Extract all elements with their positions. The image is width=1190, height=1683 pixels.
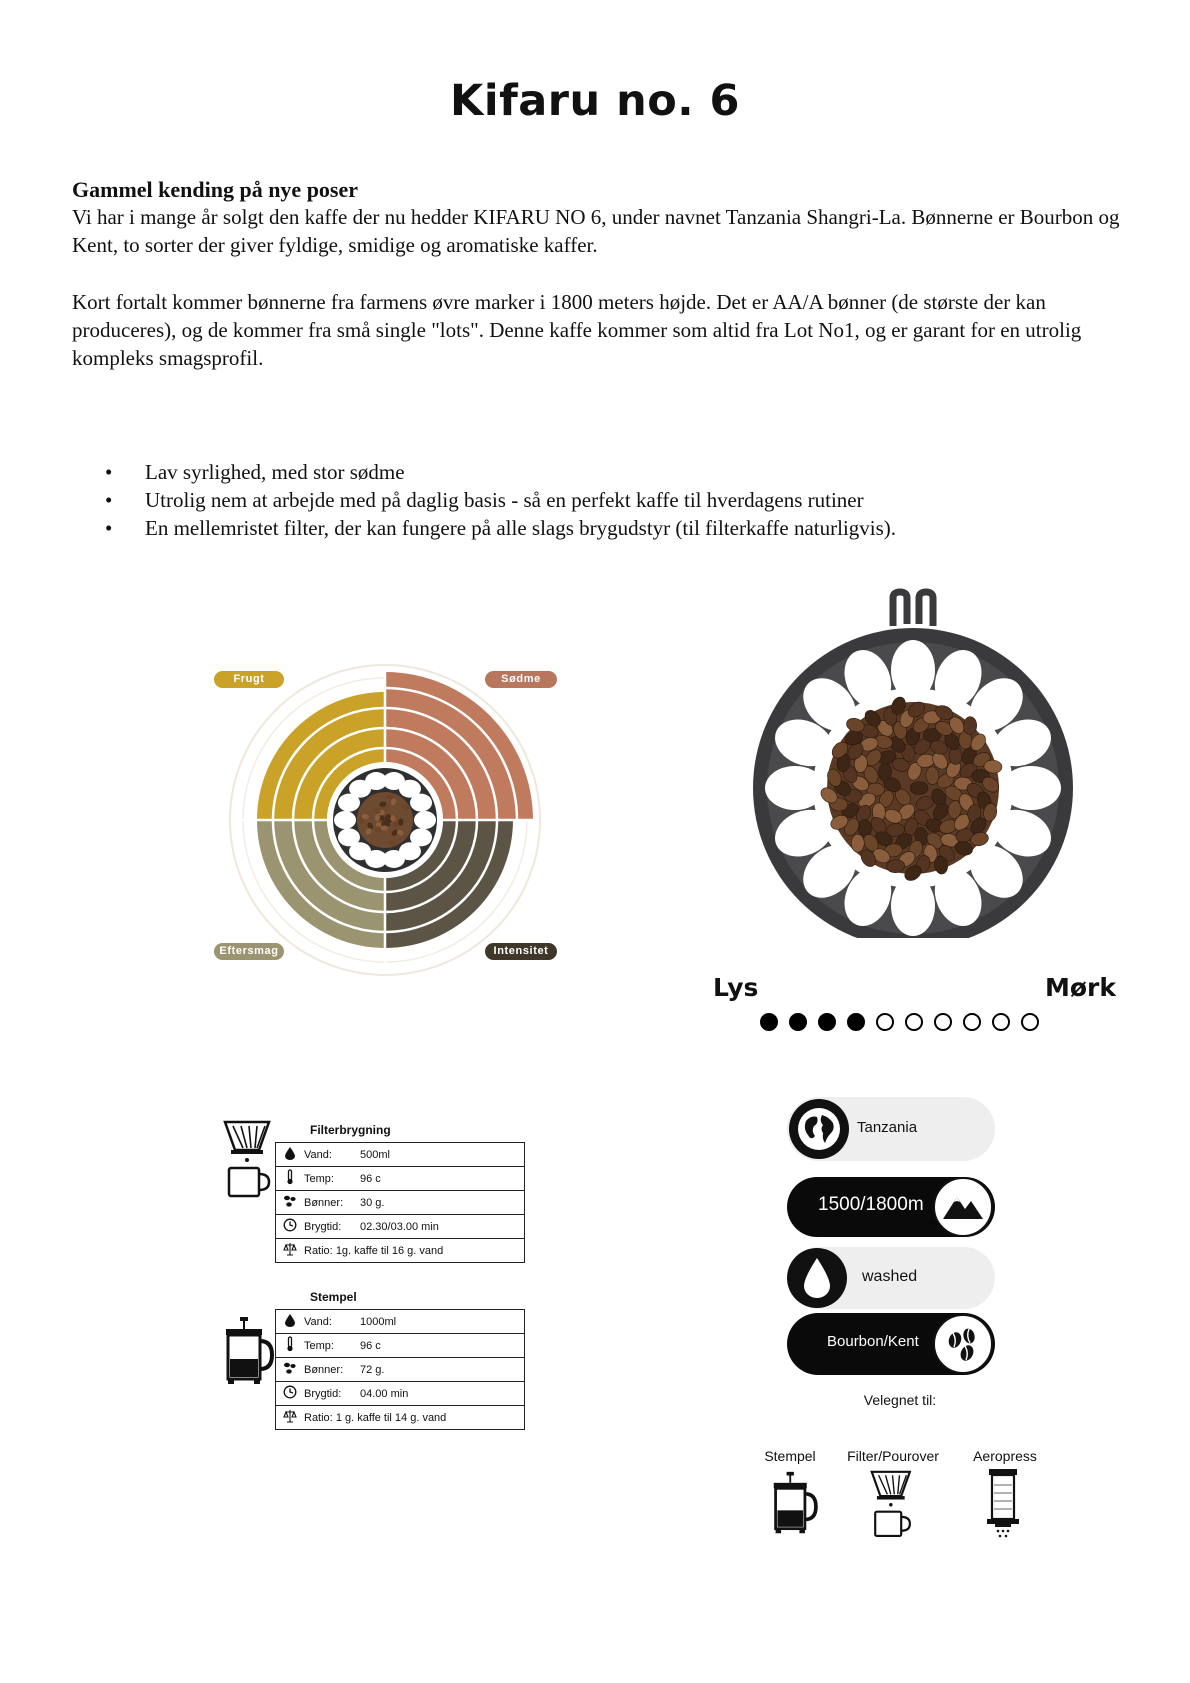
clock-icon (276, 1382, 301, 1406)
row-key: Brygtid: (304, 1387, 342, 1400)
feature-list (105, 458, 1145, 542)
row-key: Brygtid: (304, 1220, 342, 1233)
row-value: 1g. kaffe til 16 g. vand (335, 1244, 444, 1257)
mountain-icon (933, 1177, 993, 1237)
method-label: Stempel (764, 1448, 816, 1464)
recipe-table-press (275, 1309, 525, 1430)
table-row (276, 1310, 525, 1334)
row-value: 96 c (360, 1172, 381, 1185)
roast-dark-label: Mørk (1045, 973, 1117, 1002)
beans-icon (276, 1358, 301, 1382)
row-key: Vand: (304, 1148, 332, 1161)
row-key: Temp: (304, 1339, 334, 1352)
table-row (276, 1382, 525, 1406)
row-value: 02.30/03.00 min (360, 1220, 439, 1233)
feature-item: • En mellemristet filter, der kan fungere på alle slags brygudstyr (til filterkaffe naturligvis). (105, 514, 1145, 542)
row-key: Bønner: (304, 1363, 344, 1376)
scale-icon (276, 1406, 301, 1430)
origin-label: Tanzania (857, 1119, 918, 1136)
row-value: 96 c (360, 1339, 381, 1352)
row-value: 1 g. kaffe til 14 g. vand (335, 1411, 447, 1424)
row-value: 30 g. (360, 1196, 385, 1209)
origin-pill (787, 1097, 995, 1161)
pour-over-icon (870, 1468, 922, 1538)
table-row (276, 1167, 525, 1191)
row-key: Ratio: (304, 1411, 333, 1424)
flavor-label-aftertaste: Eftersmag (214, 943, 284, 960)
thermometer-icon (276, 1334, 301, 1358)
variety-label: Bourbon/Kent (827, 1333, 919, 1350)
page-title: Kifaru no. 6 (450, 76, 740, 126)
altitude-label: 1500/1800m (818, 1194, 924, 1215)
french-press-icon (768, 1470, 818, 1536)
drop-icon (276, 1143, 301, 1167)
drop-icon (276, 1310, 301, 1334)
variety-pill (787, 1313, 995, 1375)
aeropress-icon (985, 1467, 1021, 1541)
table-row (276, 1334, 525, 1358)
roast-dot (818, 1013, 836, 1031)
roast-dot (934, 1013, 952, 1031)
process-pill (787, 1247, 995, 1309)
process-label: washed (862, 1268, 918, 1285)
recipe-table-filter (275, 1142, 525, 1263)
table-row (276, 1191, 525, 1215)
row-key: Ratio: (304, 1244, 333, 1257)
detail-text: Kort fortalt kommer bønnerne fra farmens øvre marker i 1800 meters højde. Det er AA/A bønner (de største der kan produceres), og de kommer fra små single "lots". Denne kaffe kommer som altid fra Lot No1, og er garant for en utrolig kompleks smagsprofil. (72, 290, 1082, 370)
feature-item: • Lav syrlighed, med stor sødme (105, 458, 1145, 486)
table-row (276, 1215, 525, 1239)
beans-icon (933, 1314, 993, 1374)
altitude-pill (787, 1177, 995, 1237)
row-value: 1000ml (360, 1315, 397, 1328)
roast-dot (1021, 1013, 1039, 1031)
table-row (276, 1143, 525, 1167)
thermometer-icon (276, 1167, 301, 1191)
roast-dot (963, 1013, 981, 1031)
roast-dot (992, 1013, 1010, 1031)
table-row (276, 1358, 525, 1382)
roast-dot (789, 1013, 807, 1031)
flavor-label-fruit: Frugt (214, 671, 284, 688)
globe-icon (789, 1099, 849, 1159)
bean-filter-icon (333, 768, 437, 872)
beans-icon (276, 1191, 301, 1215)
row-key: Bønner: (304, 1196, 344, 1209)
roast-scale (760, 1013, 1060, 1035)
intro-text: Vi har i mange år solgt den kaffe der nu hedder KIFARU NO 6, under navnet Tanzania Shangri-La. Bønnerne er Bourbon og Kent, to sorter der giver fyldige, smidige og aromatiske kaffer. (72, 205, 1120, 257)
roast-light-label: Lys (713, 973, 759, 1002)
table-row (276, 1239, 525, 1263)
recipe-title: Filterbrygning (310, 1123, 391, 1137)
row-key: Temp: (304, 1172, 334, 1185)
flavor-label-sweet: Sødme (485, 671, 557, 688)
roast-dot (905, 1013, 923, 1031)
flavor-wheel (210, 660, 560, 980)
roast-dot (760, 1013, 778, 1031)
drop-icon (787, 1248, 847, 1308)
row-key: Vand: (304, 1315, 332, 1328)
scale-icon (276, 1239, 301, 1263)
roast-dot (876, 1013, 894, 1031)
clock-icon (276, 1215, 301, 1239)
french-press-icon (220, 1315, 274, 1387)
roast-dot (847, 1013, 865, 1031)
row-value: 04.00 min (360, 1387, 409, 1400)
row-value: 72 g. (360, 1363, 385, 1376)
recipe-title: Stempel (310, 1290, 357, 1304)
suited-label: Velegnet til: (863, 1392, 937, 1408)
coffee-dripper-image (750, 588, 1080, 938)
feature-item: • Utrolig nem at arbejde med på daglig basis - så en perfekt kaffe til hverdagens rutiner (105, 486, 1145, 514)
flavor-wheel-graphic (210, 660, 560, 980)
pour-over-icon (223, 1118, 283, 1198)
row-value: 500ml (360, 1148, 390, 1161)
table-row (276, 1406, 525, 1430)
method-label: Aeropress (973, 1448, 1037, 1464)
method-label: Filter/Pourover (847, 1448, 939, 1464)
flavor-label-intensity: Intensitet (485, 943, 557, 960)
intro-heading: Gammel kending på nye poser (72, 177, 359, 202)
